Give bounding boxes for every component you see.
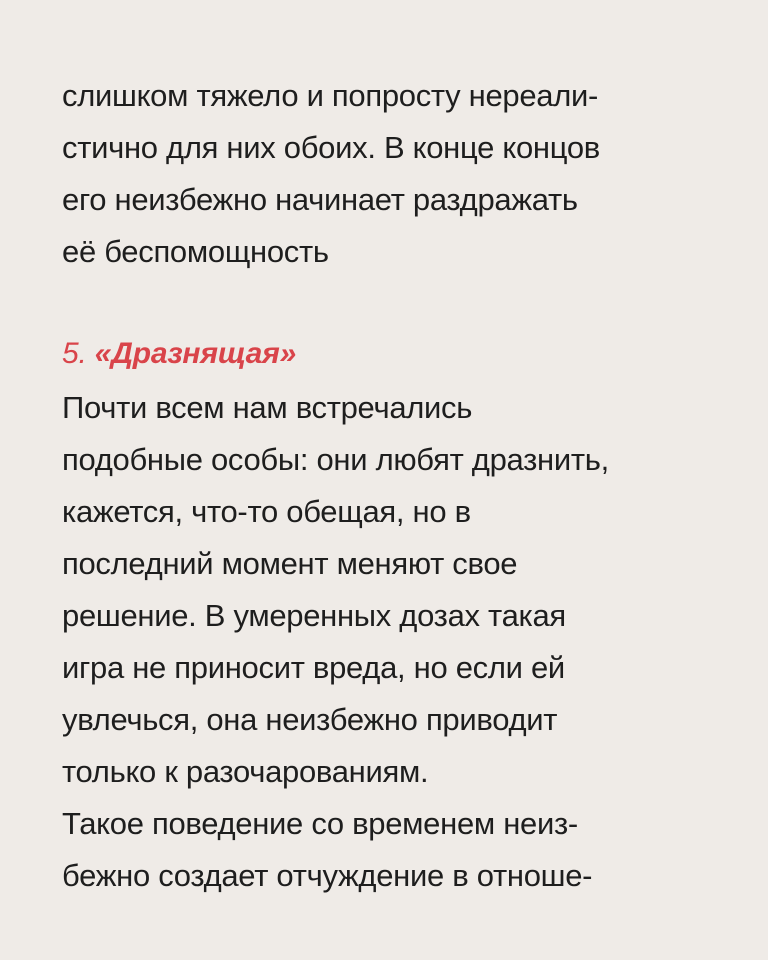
section-body xyxy=(62,382,722,902)
intro-paragraph xyxy=(62,70,722,278)
paragraph-line: Такое поведение со временем неиз- xyxy=(62,806,578,841)
section-number: 5. xyxy=(62,337,87,370)
paragraph-line: игра не приносит вреда, но если ей xyxy=(62,650,565,685)
paragraph-line: только к разочарованиям. xyxy=(62,754,429,789)
section-heading xyxy=(62,328,296,380)
paragraph-line: последний момент меняют свое xyxy=(62,546,518,581)
paragraph-line: увлечься, она неизбежно приводит xyxy=(62,702,558,737)
paragraph-line: стично для них обоих. В конце концов xyxy=(62,130,600,165)
paragraph-line: слишком тяжело и попросту нереали- xyxy=(62,78,599,113)
paragraph-line: его неизбежно начинает раздражать xyxy=(62,182,578,217)
paragraph-line: подобные особы: они любят дразнить, xyxy=(62,442,609,477)
paragraph-line: бежно создает отчуждение в отноше- xyxy=(62,858,593,893)
paragraph-line: решение. В умеренных дозах такая xyxy=(62,598,566,633)
paragraph-line: её беспомощность xyxy=(62,234,329,269)
section-title: «Дразнящая» xyxy=(94,337,297,370)
paragraph-line: кажется, что-то обещая, но в xyxy=(62,494,471,529)
paragraph-line: Почти всем нам встречались xyxy=(62,390,473,425)
